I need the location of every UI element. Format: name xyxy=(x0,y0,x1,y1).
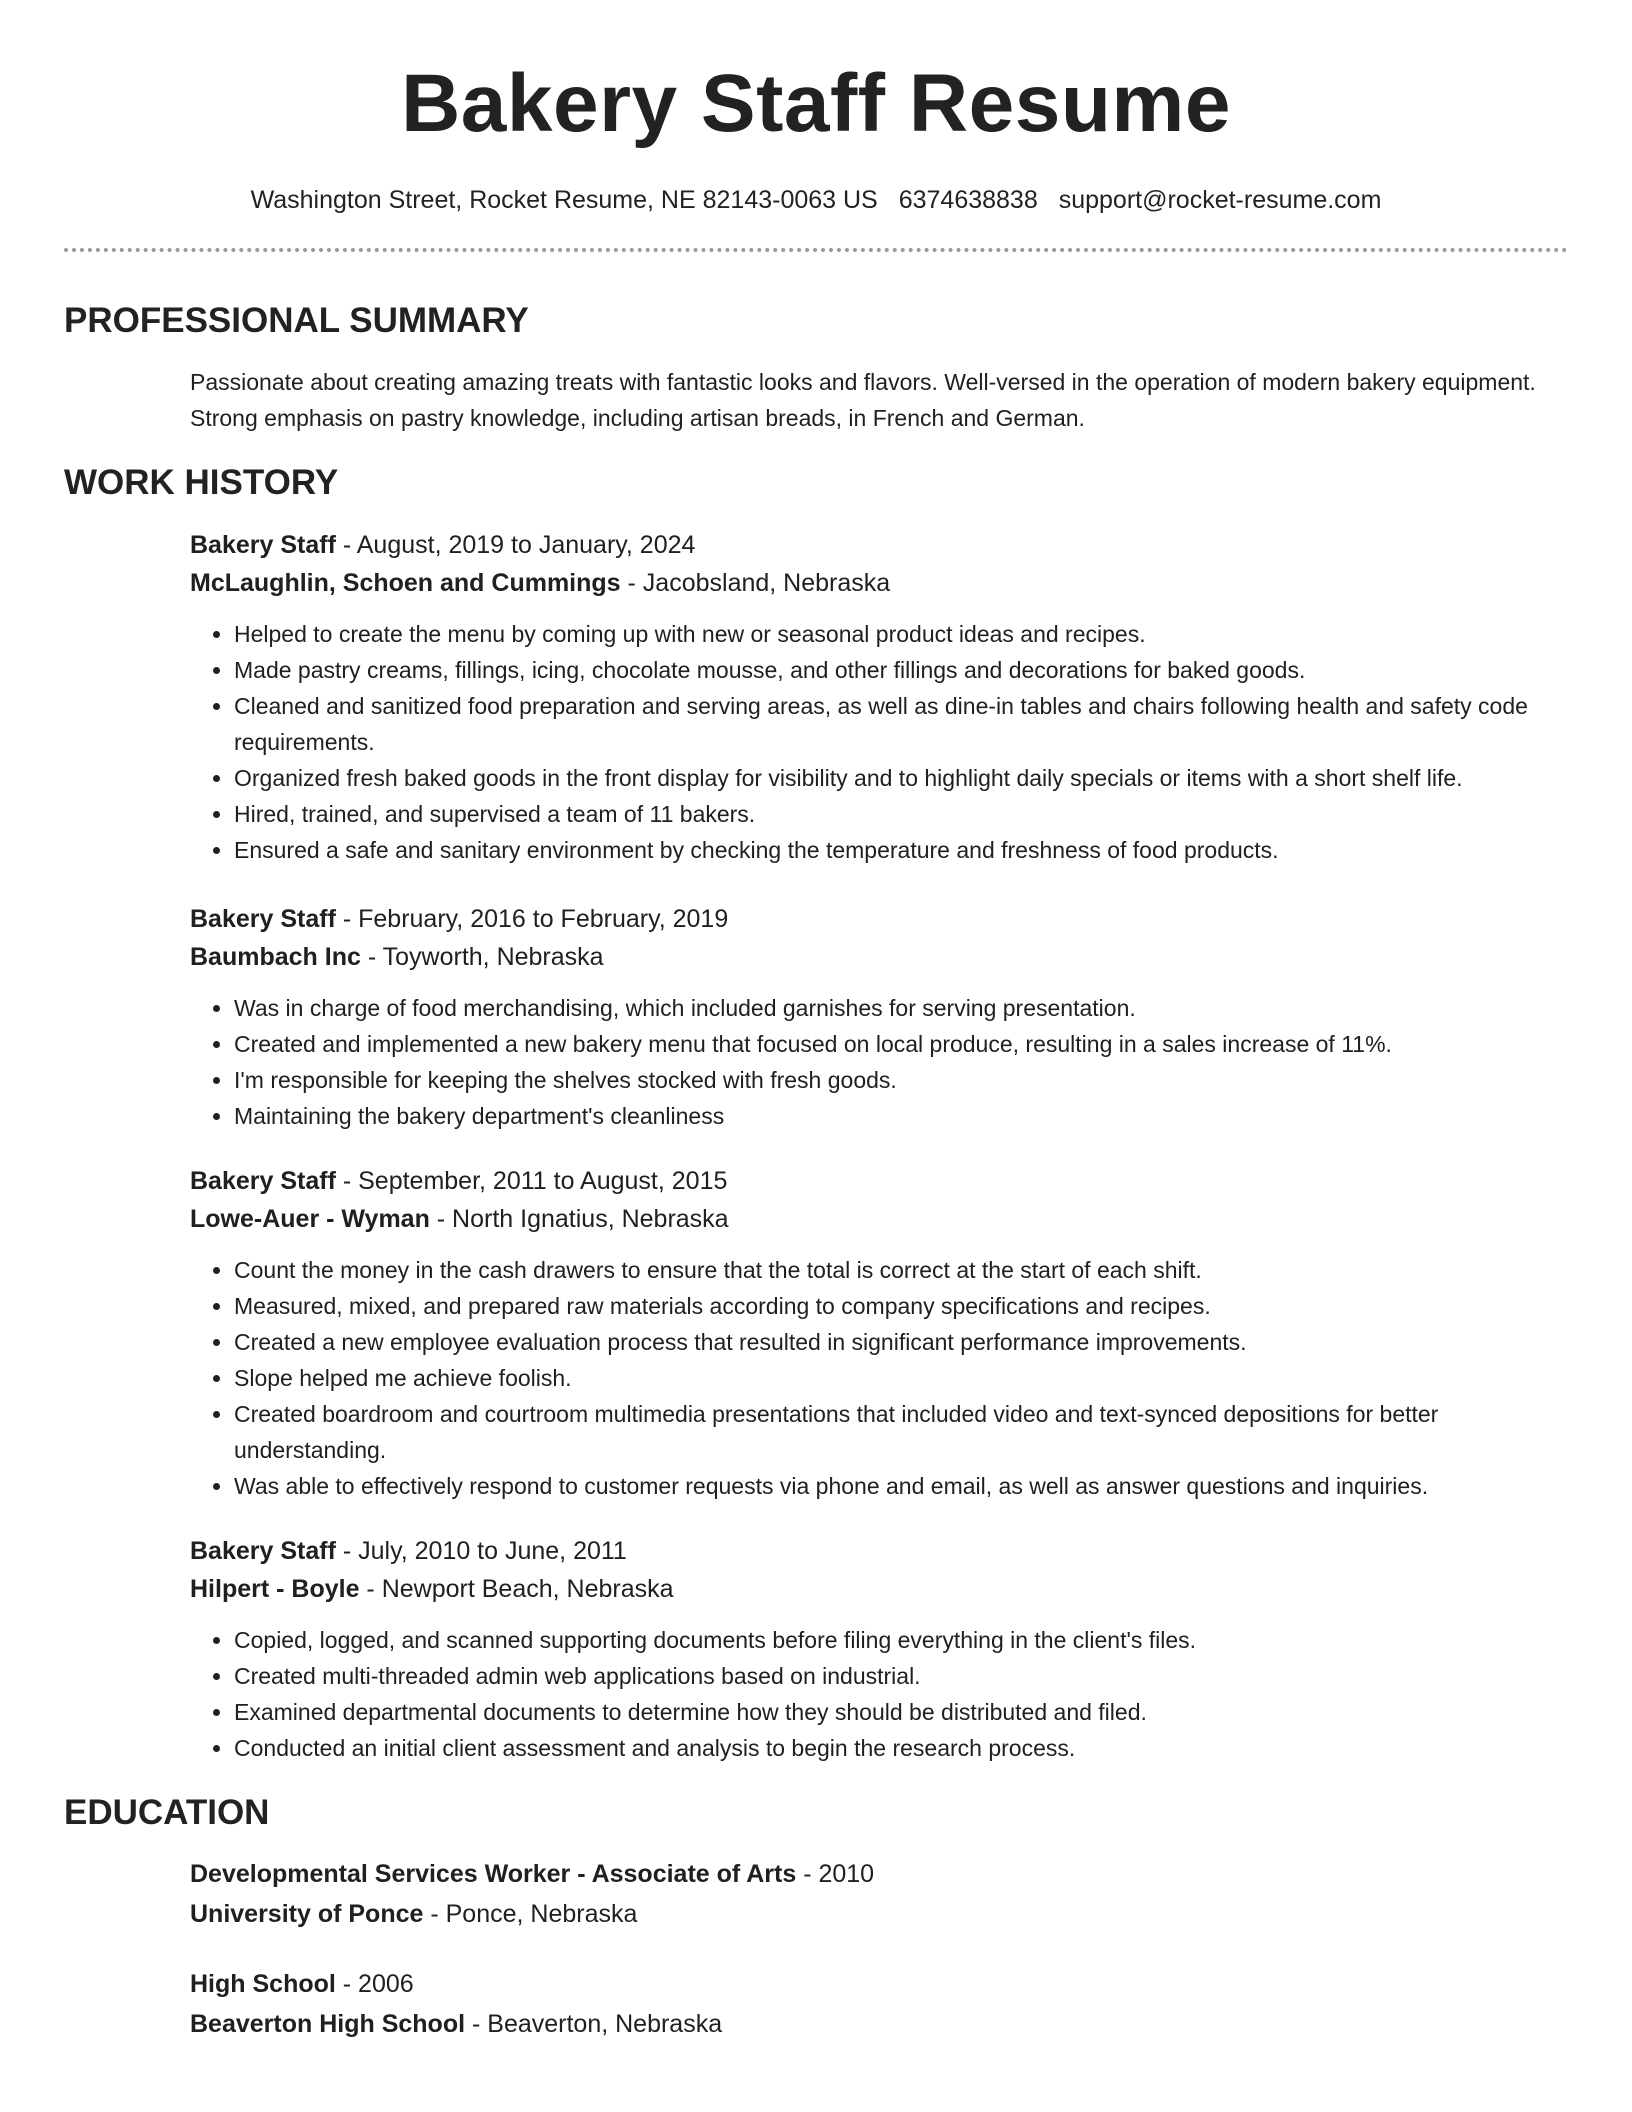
education-school: Beaverton High School xyxy=(190,2010,466,2038)
job-duty: • Hired, trained, and supervised a team of 11 bakers. xyxy=(234,796,1574,832)
job-duty: • Created boardroom and courtroom multimedia presentations that included video and text-synced depositions for better understanding. xyxy=(234,1396,1574,1468)
job-location: - Jacobsland, Nebraska xyxy=(620,569,891,597)
job-duty: • Created a new employee evaluation process that resulted in significant performance improvements. xyxy=(234,1324,1574,1360)
education-school-line xyxy=(190,2004,1568,2044)
job-dates: - February, 2016 to February, 2019 xyxy=(335,905,729,933)
summary-heading: PROFESSIONAL SUMMARY xyxy=(64,301,529,340)
job-company: Baumbach Inc xyxy=(190,943,361,971)
education-degree-line xyxy=(190,1854,1568,1894)
job-company: Hilpert - Boyle xyxy=(190,1575,360,1603)
contact-email: support@rocket-resume.com xyxy=(1058,186,1382,214)
education-year: - 2006 xyxy=(335,1970,414,1998)
job-duty: • Organized fresh baked goods in the front display for visibility and to highlight daily specials or items with a short shelf life. xyxy=(234,760,1574,796)
job-company-line xyxy=(190,1200,1568,1238)
job-duty: • Conducted an initial client assessment and analysis to begin the research process. xyxy=(234,1730,1574,1766)
resume-page xyxy=(64,0,1568,2044)
education-heading: EDUCATION xyxy=(64,1793,270,1832)
job-duties-list xyxy=(190,1252,1574,1504)
job-entry xyxy=(190,1162,1568,1504)
job-title-line xyxy=(190,1162,1568,1200)
job-duty: • Copied, logged, and scanned supporting documents before filing everything in the client's files. xyxy=(234,1622,1574,1658)
job-duty: • Created and implemented a new bakery menu that focused on local produce, resulting in a sales increase of 11%. xyxy=(234,1026,1574,1062)
work-history-heading: WORK HISTORY xyxy=(64,463,339,502)
job-duty: • Examined departmental documents to determine how they should be distributed and filed. xyxy=(234,1694,1574,1730)
education-location: - Beaverton, Nebraska xyxy=(465,2010,723,2038)
job-duty: • Cleaned and sanitized food preparation and serving areas, as well as dine-in tables and chairs following health and safety code requirements. xyxy=(234,688,1574,760)
job-title-line xyxy=(190,900,1568,938)
job-entry xyxy=(190,526,1568,868)
job-duties-list xyxy=(190,1622,1574,1766)
job-title: Bakery Staff xyxy=(190,905,336,933)
education-degree: High School xyxy=(190,1970,336,1998)
job-duty: • Maintaining the bakery department's cleanliness xyxy=(234,1098,1574,1134)
job-title: Bakery Staff xyxy=(190,531,336,559)
job-duty: • Ensured a safe and sanitary environment by checking the temperature and freshness of food products. xyxy=(234,832,1574,868)
job-duties-list xyxy=(190,616,1574,868)
header-divider xyxy=(64,248,1568,252)
job-dates: - July, 2010 to June, 2011 xyxy=(335,1537,627,1565)
job-company: McLaughlin, Schoen and Cummings xyxy=(190,569,621,597)
education-degree-line xyxy=(190,1964,1568,2004)
resume-title: Bakery Staff Resume xyxy=(401,58,1231,149)
job-duty: • Was able to effectively respond to customer requests via phone and email, as well as answer questions and inquiries. xyxy=(234,1468,1574,1504)
job-duty: • I'm responsible for keeping the shelves stocked with fresh goods. xyxy=(234,1062,1574,1098)
education-school-line xyxy=(190,1894,1568,1934)
job-entry xyxy=(190,1532,1568,1766)
job-location: - North Ignatius, Nebraska xyxy=(429,1205,729,1233)
education-year: - 2010 xyxy=(796,1860,875,1888)
education-entry xyxy=(190,1854,1568,1934)
job-dates: - August, 2019 to January, 2024 xyxy=(335,531,696,559)
job-title-line xyxy=(190,526,1568,564)
job-duty: • Measured, mixed, and prepared raw materials according to company specifications and recipes. xyxy=(234,1288,1574,1324)
education-location: - Ponce, Nebraska xyxy=(423,1900,638,1928)
job-duty: • Made pastry creams, fillings, icing, chocolate mousse, and other fillings and decorations for baked goods. xyxy=(234,652,1574,688)
education-degree: Developmental Services Worker - Associate of Arts xyxy=(190,1860,797,1888)
job-title-line xyxy=(190,1532,1568,1570)
summary-text: Passionate about creating amazing treats with fantastic looks and flavors. Well-versed in the operation of modern bakery equipment. Strong emphasis on pastry knowledge, including artisan breads, in French and German. xyxy=(190,369,1536,431)
job-location: - Toyworth, Nebraska xyxy=(360,943,604,971)
job-duty: • Slope helped me achieve foolish. xyxy=(234,1360,1574,1396)
job-duty: • Helped to create the menu by coming up with new or seasonal product ideas and recipes. xyxy=(234,616,1574,652)
job-company: Lowe-Auer - Wyman xyxy=(190,1205,430,1233)
job-company-line xyxy=(190,1570,1568,1608)
job-dates: - September, 2011 to August, 2015 xyxy=(335,1167,728,1195)
job-duty: • Was in charge of food merchandising, which included garnishes for serving presentation. xyxy=(234,990,1574,1026)
job-company-line xyxy=(190,564,1568,602)
education-entry xyxy=(190,1964,1568,2044)
contact-address: Washington Street, Rocket Resume, NE 82143-0063 US xyxy=(250,186,878,214)
job-location: - Newport Beach, Nebraska xyxy=(359,1575,674,1603)
education-school: University of Ponce xyxy=(190,1900,424,1928)
job-duty: • Count the money in the cash drawers to ensure that the total is correct at the start of each shift. xyxy=(234,1252,1574,1288)
contact-phone: 6374638838 xyxy=(898,186,1038,214)
job-title: Bakery Staff xyxy=(190,1167,336,1195)
job-company-line xyxy=(190,938,1568,976)
job-duty: • Created multi-threaded admin web applications based on industrial. xyxy=(234,1658,1574,1694)
job-duties-list xyxy=(190,990,1574,1134)
job-entry xyxy=(190,900,1568,1134)
contact-line xyxy=(64,184,1568,216)
job-title: Bakery Staff xyxy=(190,1537,336,1565)
